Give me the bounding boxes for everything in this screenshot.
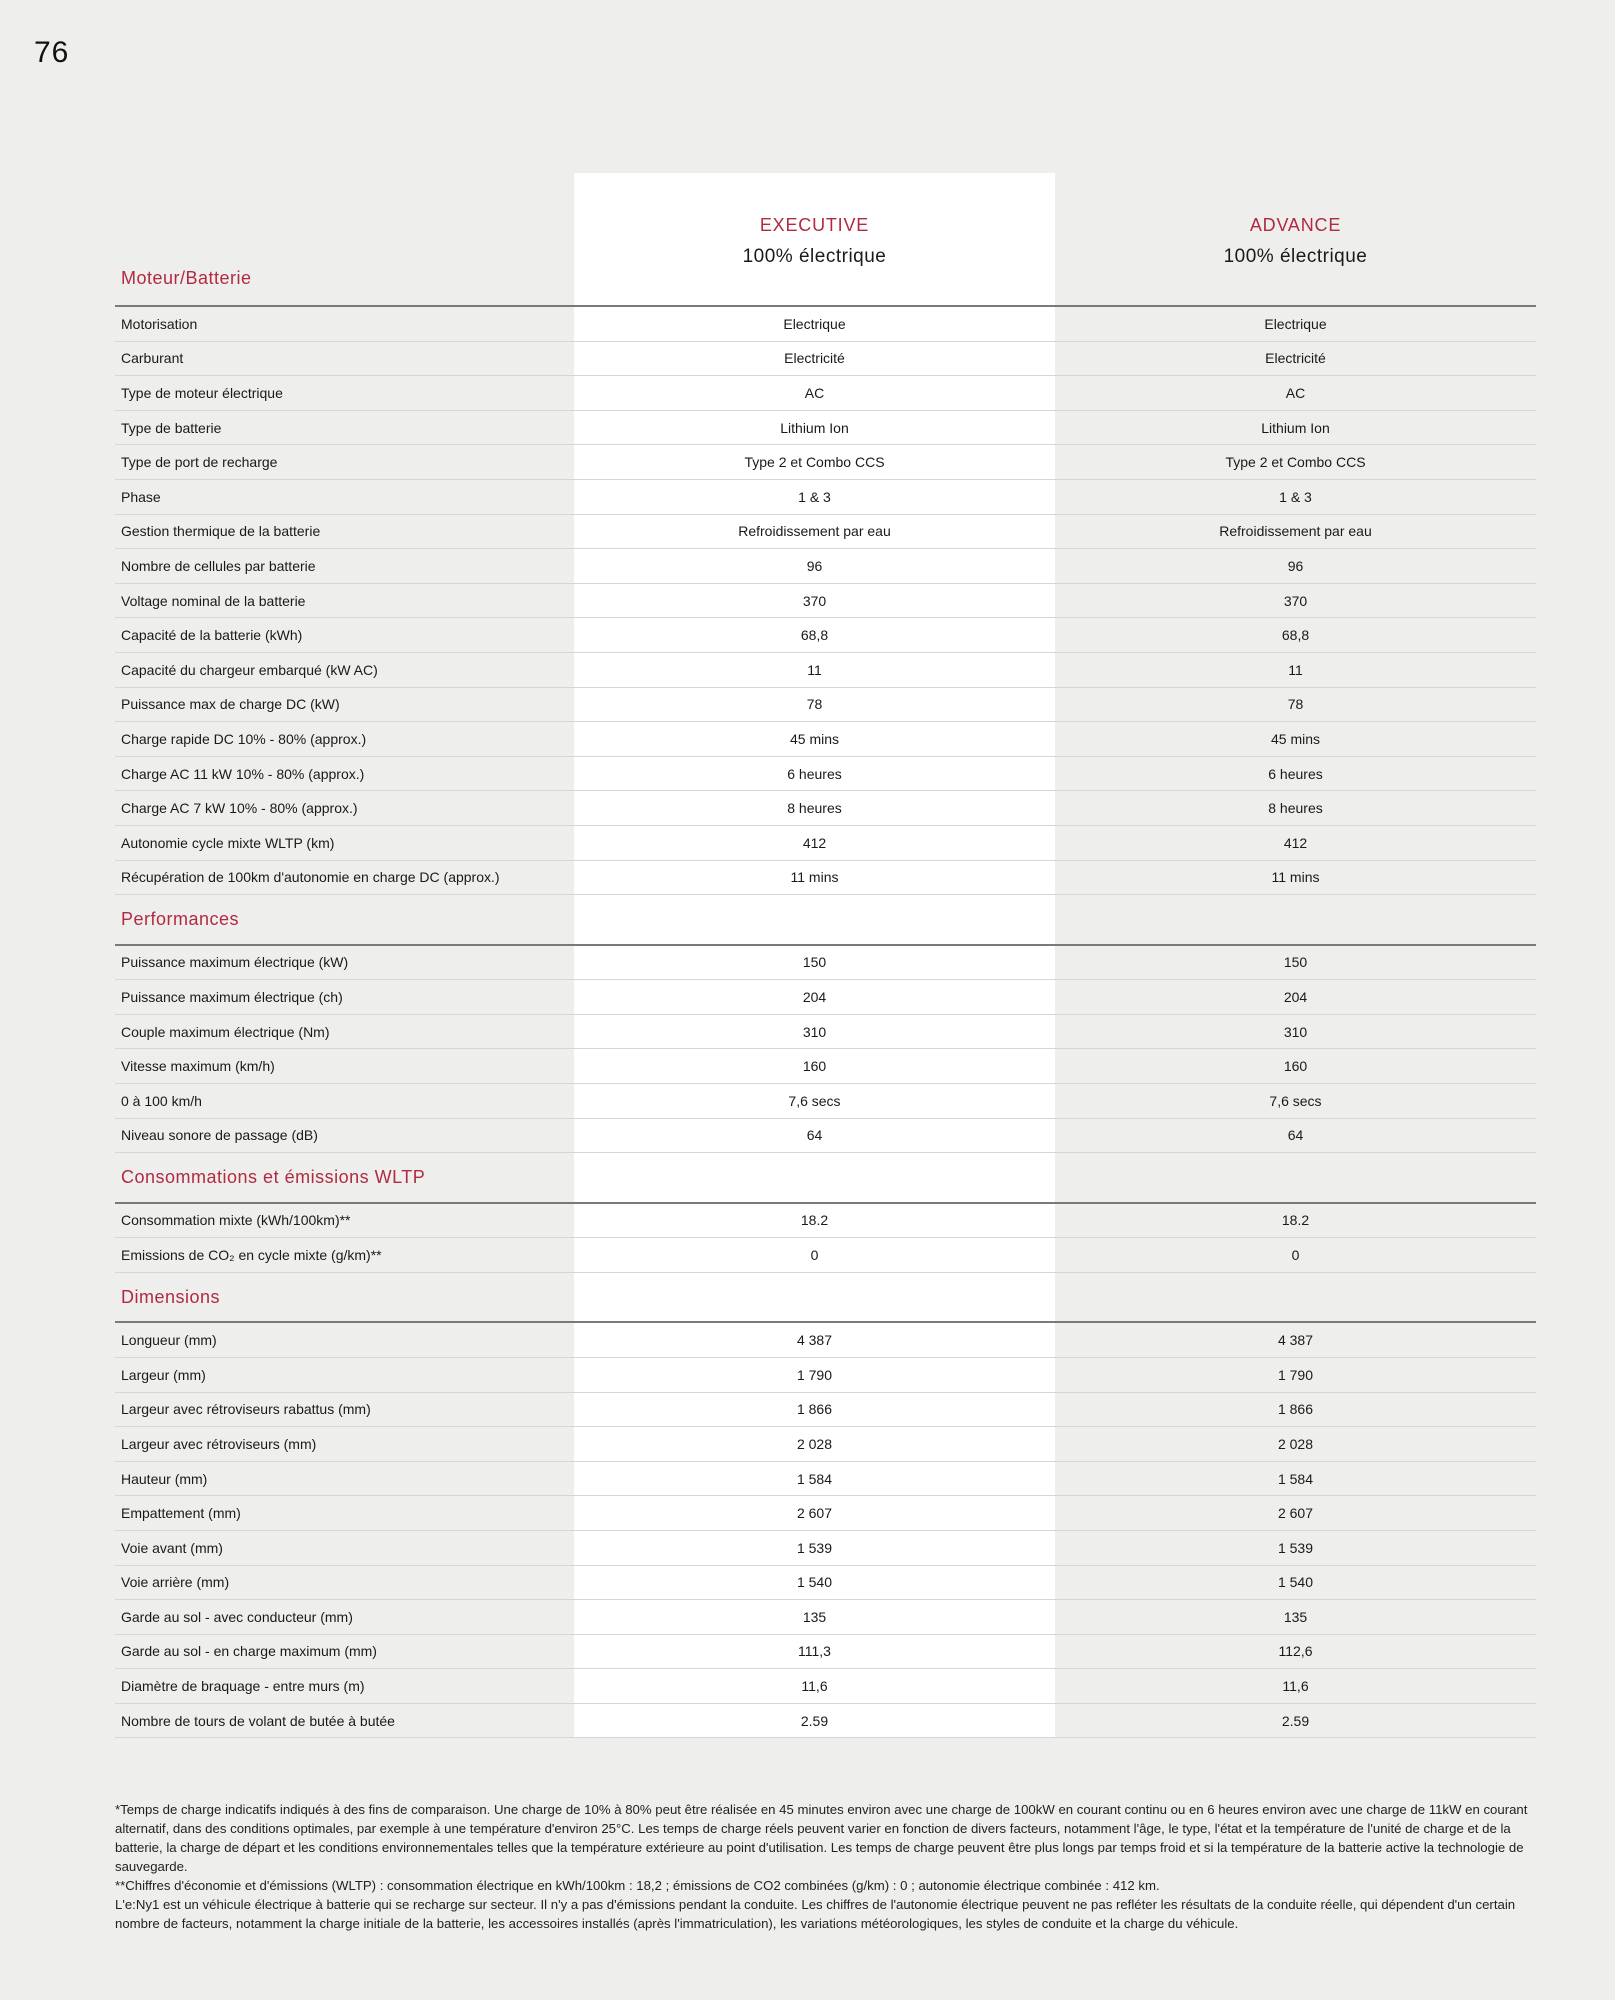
- table-row: [115, 791, 1536, 826]
- section-header: [115, 1153, 1536, 1204]
- executive-value: 1 540: [796, 1574, 833, 1591]
- advance-value: 78: [1287, 696, 1304, 713]
- table-row: [115, 653, 1536, 688]
- section-header: [115, 895, 1536, 946]
- table-row: [115, 618, 1536, 653]
- executive-value: 1 584: [796, 1470, 833, 1487]
- spec-label: Capacité du chargeur embarqué (kW AC): [121, 661, 378, 678]
- footnotes: [115, 1800, 1536, 1933]
- executive-value: 64: [806, 1127, 823, 1144]
- advance-value: 204: [1283, 988, 1308, 1005]
- section-header-cell: [115, 1167, 574, 1188]
- spec-label: Consommation mixte (kWh/100km)**: [121, 1212, 351, 1229]
- advance-value: 7,6 secs: [1269, 1092, 1322, 1109]
- spec-table: [115, 173, 1536, 1738]
- executive-value: 96: [806, 557, 823, 574]
- spec-label: Hauteur (mm): [121, 1470, 208, 1487]
- spec-label: Carburant: [121, 350, 184, 367]
- spec-label: Phase: [121, 488, 161, 505]
- executive-value: 111,3: [798, 1643, 831, 1660]
- advance-value: Electricité: [1265, 350, 1326, 367]
- spec-label: Type de port de recharge: [121, 454, 278, 471]
- spec-label: Voltage nominal de la batterie: [121, 592, 306, 609]
- executive-value: 6 heures: [787, 765, 842, 782]
- advance-value: 68,8: [1281, 627, 1310, 644]
- advance-value: 1 540: [1277, 1574, 1314, 1591]
- executive-value: 7,6 secs: [788, 1092, 841, 1109]
- table-row: [115, 1015, 1536, 1050]
- table-row: [115, 946, 1536, 981]
- executive-value: 2 028: [796, 1435, 833, 1452]
- spec-label: Emissions de CO₂ en cycle mixte (g/km)**: [121, 1247, 382, 1264]
- executive-value: 150: [802, 954, 827, 971]
- advance-value: 18.2: [1281, 1212, 1310, 1229]
- table-row: [115, 757, 1536, 792]
- table-row: [115, 445, 1536, 480]
- executive-value: 2.59: [800, 1712, 829, 1729]
- table-row: [115, 1119, 1536, 1154]
- section-title: Performances: [121, 908, 240, 929]
- advance-value: 160: [1283, 1058, 1308, 1075]
- advance-value: Electrique: [1264, 315, 1327, 332]
- spec-label: Type de moteur électrique: [121, 384, 283, 401]
- spec-label: Garde au sol - en charge maximum (mm): [121, 1643, 377, 1660]
- spec-label: Charge rapide DC 10% - 80% (approx.): [121, 730, 367, 747]
- advance-value: 1 790: [1277, 1366, 1314, 1383]
- spec-label: Récupération de 100km d'autonomie en charge DC (approx.): [121, 869, 500, 886]
- table-row: [115, 411, 1536, 446]
- table-row: [115, 1566, 1536, 1601]
- table-row: [115, 861, 1536, 896]
- spec-label: Puissance max de charge DC (kW): [121, 696, 340, 713]
- spec-label: Motorisation: [121, 315, 198, 332]
- executive-value: 11: [807, 661, 822, 678]
- advance-value: 1 539: [1277, 1539, 1314, 1556]
- executive-value: 310: [802, 1023, 827, 1040]
- advance-value: 310: [1283, 1023, 1308, 1040]
- table-row: [115, 1462, 1536, 1497]
- executive-value: 11,6: [801, 1678, 828, 1695]
- footnote: **Chiffres d'économie et d'émissions (WLTP) : consommation électrique en kWh/100km : 18,2 ; émissions de CO2 combinées (g/km) : 0 ; autonomie électrique combinée : 412 km.: [115, 1878, 1160, 1893]
- executive-value: 11 mins: [790, 869, 839, 886]
- column-header-advance: [1055, 173, 1536, 305]
- table-row: [115, 722, 1536, 757]
- executive-value: 1 866: [796, 1401, 833, 1418]
- spec-label: Garde au sol - avec conducteur (mm): [121, 1608, 353, 1625]
- executive-value: 45 mins: [789, 730, 840, 747]
- executive-value: 160: [802, 1058, 827, 1075]
- spec-label: Diamètre de braquage - entre murs (m): [121, 1678, 365, 1695]
- trim-powertrain: 100% électrique: [1223, 246, 1368, 267]
- executive-value: 135: [802, 1608, 827, 1625]
- section-header: [115, 1273, 1536, 1324]
- table-row: [115, 584, 1536, 619]
- trim-powertrain: 100% électrique: [742, 246, 887, 267]
- advance-value: 6 heures: [1268, 765, 1323, 782]
- executive-value: 8 heures: [787, 800, 842, 817]
- spec-label: Charge AC 11 kW 10% - 80% (approx.): [121, 765, 365, 782]
- executive-value: 1 & 3: [798, 488, 831, 505]
- executive-value: 4 387: [796, 1332, 833, 1349]
- executive-value: 0: [810, 1247, 819, 1264]
- spec-label: Puissance maximum électrique (kW): [121, 954, 349, 971]
- advance-value: 8 heures: [1268, 800, 1323, 817]
- footnote: *Temps de charge indicatifs indiqués à des fins de comparaison. Une charge de 10% à 80% peut être réalisée en 45 minutes environ avec une charge de 100kW en courant continu ou en 6 heures environ avec une charge de 11kW en courant alternatif, dans des conditions optimales, par exemple à une température d'environ 25°C. Les temps de charge réels peuvent varier en fonction de divers facteurs, notamment l'âge, le type, l'état et la température de l'unité de charge et de la batterie, la charge de départ et les conditions environnementales telles que la température extérieure au point d'utilisation. Les temps de charge peuvent être plus longs par temps froid et si la température de la batterie active la technologie de sauvegarde.: [115, 1802, 1528, 1874]
- advance-value: 370: [1283, 592, 1308, 609]
- executive-value: Refroidissement par eau: [738, 523, 891, 540]
- executive-value: Lithium Ion: [780, 419, 849, 436]
- advance-value: 11,6: [1282, 1678, 1309, 1695]
- table-row: [115, 1427, 1536, 1462]
- spec-label: Type de batterie: [121, 419, 222, 436]
- spec-label: Gestion thermique de la batterie: [121, 523, 321, 540]
- advance-value: 0: [1291, 1247, 1300, 1264]
- table-row: [115, 688, 1536, 723]
- table-row: [115, 826, 1536, 861]
- executive-value: Type 2 et Combo CCS: [744, 454, 885, 471]
- spec-label: Charge AC 7 kW 10% - 80% (approx.): [121, 800, 358, 817]
- spec-label: 0 à 100 km/h: [121, 1092, 202, 1109]
- advance-value: 1 & 3: [1279, 488, 1312, 505]
- advance-value: 112,6: [1278, 1643, 1313, 1660]
- executive-value: AC: [804, 384, 825, 401]
- table-row: [115, 515, 1536, 550]
- table-row: [115, 549, 1536, 584]
- column-header-executive: [574, 173, 1055, 305]
- advance-value: 2 028: [1277, 1435, 1314, 1452]
- advance-value: 96: [1287, 557, 1304, 574]
- table-row: [115, 1600, 1536, 1635]
- table-row: [115, 1049, 1536, 1084]
- advance-value: 11: [1288, 661, 1303, 678]
- advance-value: 2.59: [1281, 1712, 1310, 1729]
- executive-value: 370: [802, 592, 827, 609]
- table-row: [115, 1531, 1536, 1566]
- spec-label: Couple maximum électrique (Nm): [121, 1023, 330, 1040]
- table-row: [115, 376, 1536, 411]
- footnote: L'e:Ny1 est un véhicule électrique à batterie qui se recharge sur secteur. Il n'y a pas d'émissions pendant la conduite. Les chiffres de l'autonomie électrique peuvent ne pas refléter les résultats de la conduite réelle, qui dépendent d'un certain nombre de facteurs, notamment la charge initiale de la batterie, les accessoires installés (après l'immatriculation), les variations météorologiques, les styles de conduite et la charge du véhicule.: [115, 1897, 1516, 1931]
- executive-value: 68,8: [800, 627, 829, 644]
- advance-value: 150: [1283, 954, 1308, 971]
- spec-label: Largeur (mm): [121, 1366, 206, 1383]
- advance-value: Lithium Ion: [1261, 419, 1330, 436]
- table-row: [115, 1238, 1536, 1273]
- advance-value: 412: [1283, 834, 1308, 851]
- advance-value: 1 866: [1277, 1401, 1314, 1418]
- table-row: [115, 480, 1536, 515]
- advance-value: 135: [1283, 1608, 1308, 1625]
- spec-label: Vitesse maximum (km/h): [121, 1058, 275, 1075]
- advance-value: 64: [1287, 1127, 1304, 1144]
- advance-value: AC: [1285, 384, 1306, 401]
- spec-label: Puissance maximum électrique (ch): [121, 988, 343, 1005]
- spec-label: Voie arrière (mm): [121, 1574, 230, 1591]
- executive-value: Electricité: [784, 350, 845, 367]
- advance-value: 11 mins: [1271, 869, 1320, 886]
- executive-value: 412: [802, 834, 827, 851]
- table-row: [115, 307, 1536, 342]
- advance-value: 45 mins: [1270, 730, 1321, 747]
- advance-value: 2 607: [1277, 1505, 1314, 1522]
- table-header: [115, 173, 1536, 307]
- spec-label: Capacité de la batterie (kWh): [121, 627, 303, 644]
- spec-label: Longueur (mm): [121, 1332, 217, 1349]
- executive-value: 1 790: [796, 1366, 833, 1383]
- section-header-cell: [115, 173, 574, 305]
- table-row: [115, 1393, 1536, 1428]
- section-title: Consommations et émissions WLTP: [121, 1166, 426, 1187]
- executive-value: 18.2: [800, 1212, 829, 1229]
- section-title: Moteur/Batterie: [121, 268, 252, 288]
- table-row: [115, 1496, 1536, 1531]
- executive-value: Electrique: [783, 315, 846, 332]
- advance-value: 4 387: [1277, 1332, 1314, 1349]
- trim-name: ADVANCE: [1249, 215, 1342, 235]
- advance-value: Type 2 et Combo CCS: [1225, 454, 1366, 471]
- advance-value: Refroidissement par eau: [1219, 523, 1372, 540]
- section-header-cell: [115, 1287, 574, 1308]
- spec-label: Empattement (mm): [121, 1505, 241, 1522]
- spec-label: Largeur avec rétroviseurs rabattus (mm): [121, 1401, 371, 1418]
- executive-value: 2 607: [796, 1505, 833, 1522]
- advance-value: 1 584: [1277, 1470, 1314, 1487]
- page-number: 76: [34, 36, 70, 69]
- table-row: [115, 980, 1536, 1015]
- table-row: [115, 1323, 1536, 1358]
- table-row: [115, 1635, 1536, 1670]
- spec-label: Nombre de cellules par batterie: [121, 557, 316, 574]
- executive-value: 1 539: [796, 1539, 833, 1556]
- executive-value: 204: [802, 988, 827, 1005]
- section-header-cell: [115, 909, 574, 930]
- executive-value: 78: [806, 696, 823, 713]
- trim-name: EXECUTIVE: [759, 215, 870, 235]
- table-row: [115, 1084, 1536, 1119]
- spec-label: Autonomie cycle mixte WLTP (km): [121, 834, 335, 851]
- section-title: Dimensions: [121, 1286, 221, 1307]
- spec-label: Largeur avec rétroviseurs (mm): [121, 1435, 317, 1452]
- table-row: [115, 1358, 1536, 1393]
- spec-label: Niveau sonore de passage (dB): [121, 1127, 318, 1144]
- spec-label: Voie avant (mm): [121, 1539, 223, 1556]
- table-row: [115, 342, 1536, 377]
- table-row: [115, 1669, 1536, 1704]
- table-row: [115, 1704, 1536, 1739]
- spec-label: Nombre de tours de volant de butée à butée: [121, 1712, 395, 1729]
- table-row: [115, 1204, 1536, 1239]
